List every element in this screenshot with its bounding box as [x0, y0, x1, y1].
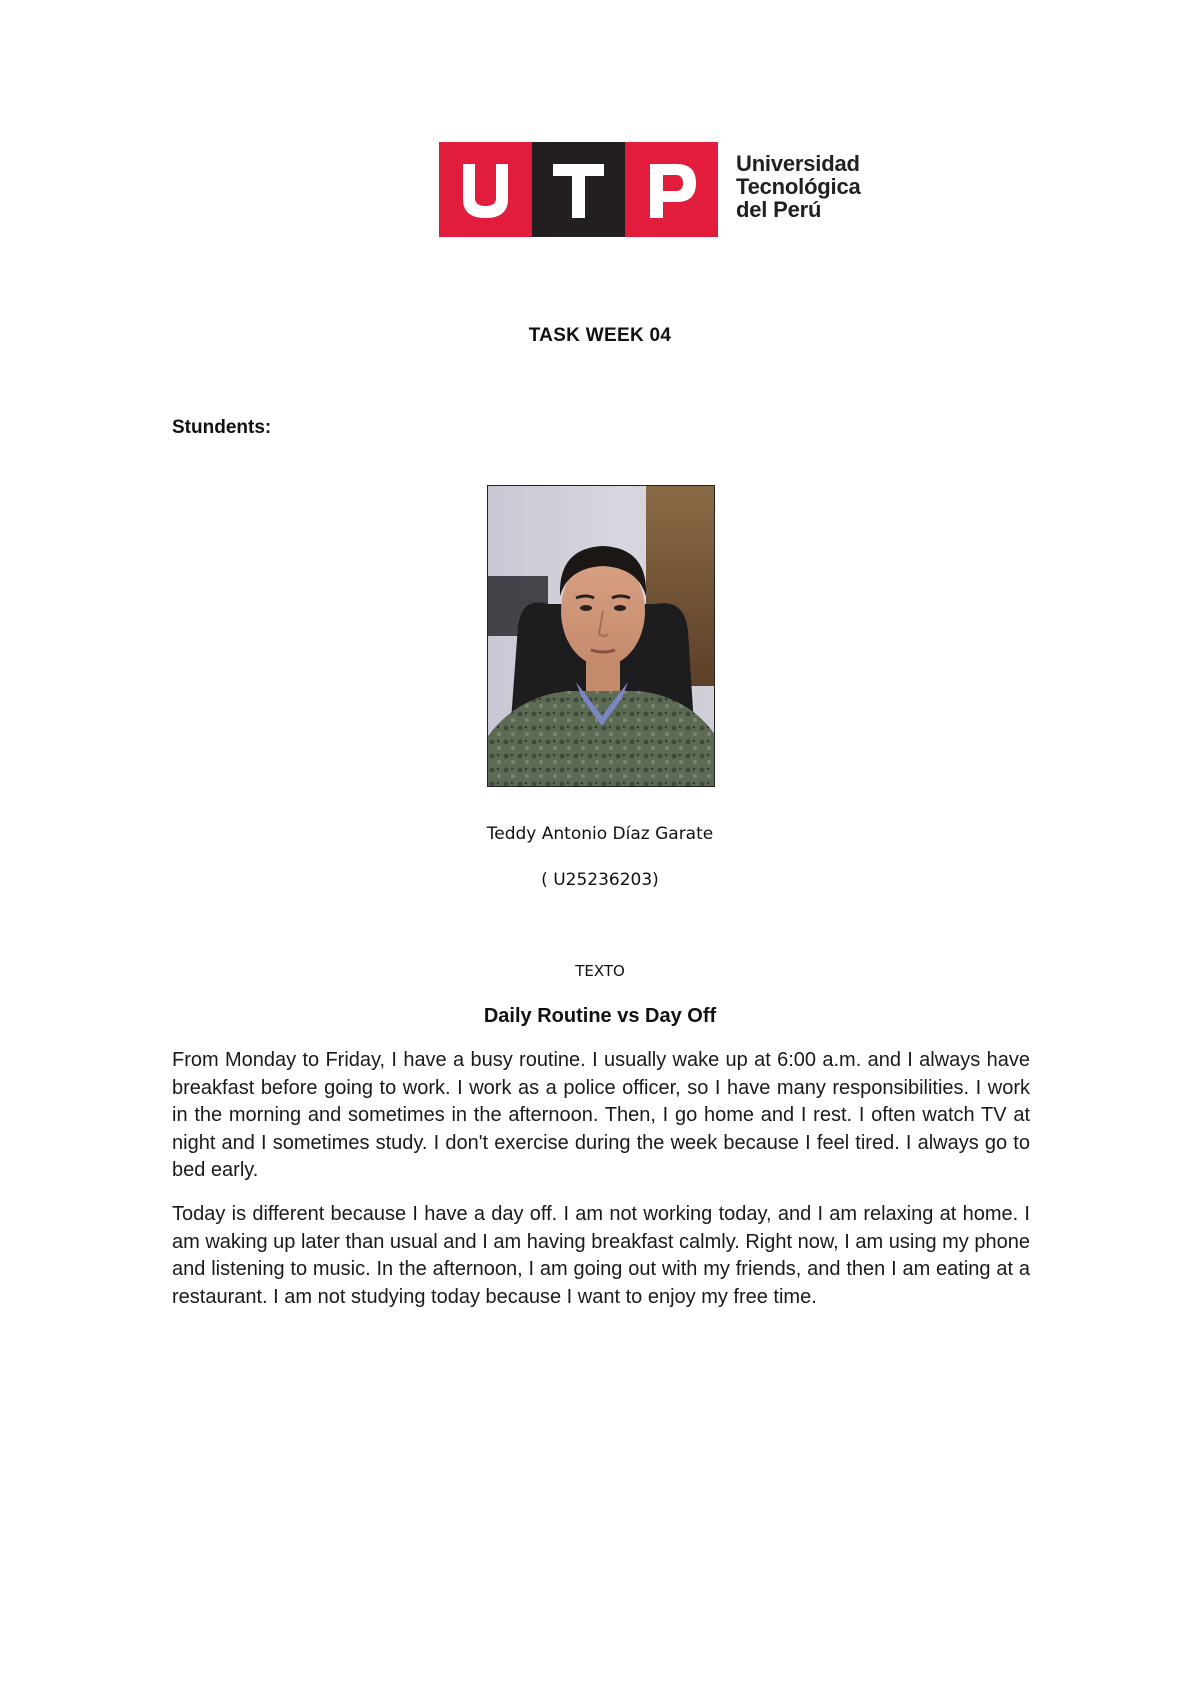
- task-title: TASK WEEK 04: [528, 325, 672, 346]
- utp-logo: [439, 142, 869, 237]
- letter-t-icon: [532, 142, 625, 237]
- logo-wordmark: [736, 152, 861, 221]
- texto-label: TEXTO: [575, 962, 625, 980]
- student-portrait-image: [488, 486, 715, 787]
- student-name: Teddy Antonio Díaz Garate: [486, 824, 714, 844]
- student-photo: [487, 485, 715, 787]
- logo-line-3: del Perú: [736, 197, 822, 222]
- students-label: Stundents:: [172, 417, 272, 438]
- logo-letter-u: [439, 142, 532, 237]
- utp-logo-mark: [439, 142, 718, 237]
- letter-p-icon: [625, 142, 718, 237]
- logo-line-2: Tecnológica: [736, 174, 861, 199]
- letter-u-icon: [439, 142, 532, 237]
- essay-title: Daily Routine vs Day Off: [483, 1005, 717, 1027]
- paragraph-day-off: Today is different because I have a day off. I am not working today, and I am relaxing at home. I am waking up later than usual and I am having breakfast calmly. Right now, I am using my phone and listening to music. In the afternoon, I am going out with my friends, and then I am eating at a restaurant. I am not studying today because I want to enjoy my free time.: [172, 1203, 1030, 1308]
- student-code: ( U25236203): [541, 870, 659, 890]
- logo-letter-t: [532, 142, 625, 237]
- logo-letter-p: [625, 142, 718, 237]
- paragraph-routine: From Monday to Friday, I have a busy routine. I usually wake up at 6:00 a.m. and I always have breakfast before going to work. I work as a police officer, so I have many responsibilities. I work in the morning and sometimes in the afternoon. Then, I go home and I rest. I often watch TV at night and I sometimes study. I don't exercise during the week because I feel tired. I always go to bed early.: [172, 1049, 1030, 1181]
- logo-line-1: Universidad: [736, 151, 860, 176]
